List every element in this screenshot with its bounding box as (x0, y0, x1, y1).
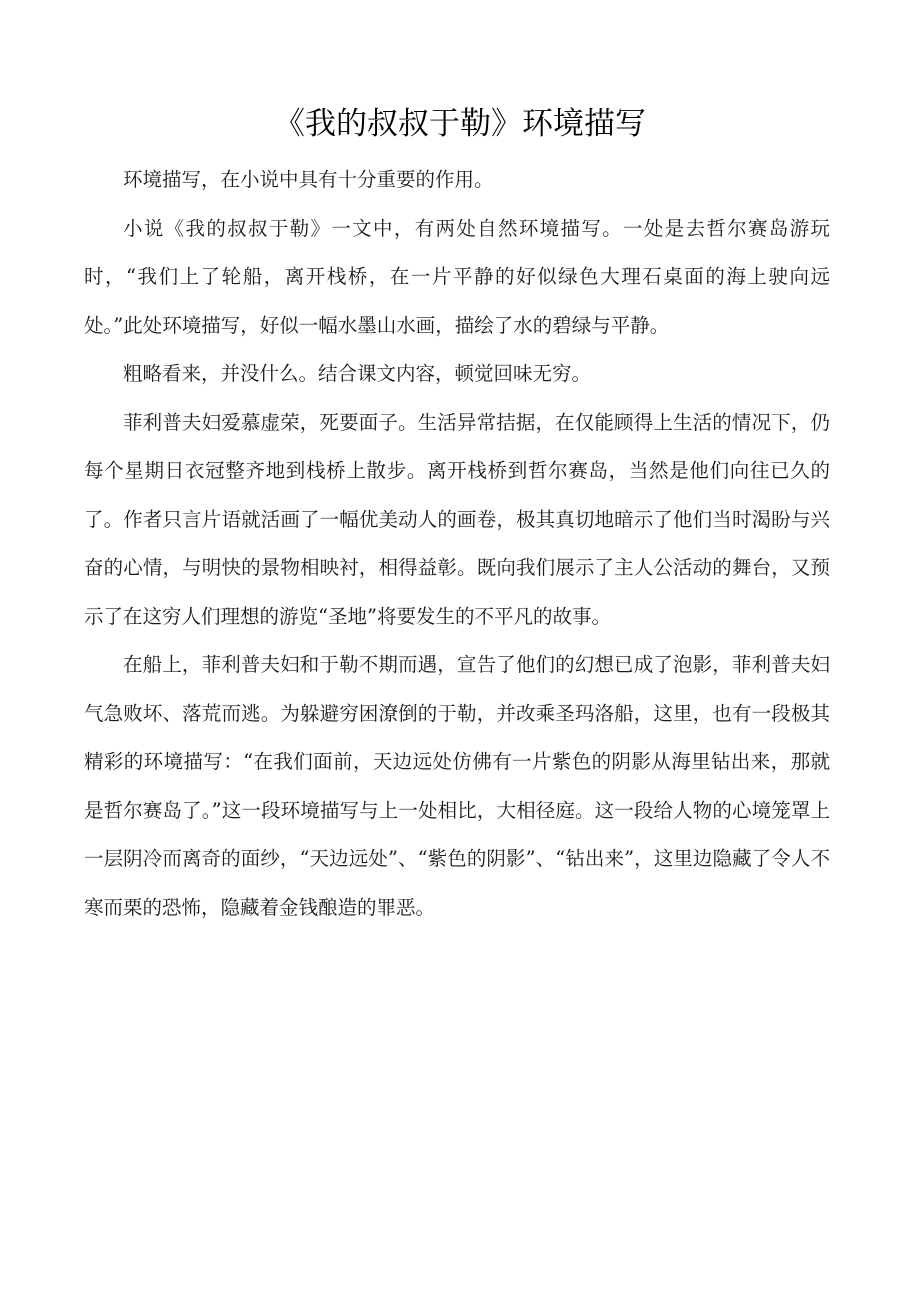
paragraph-5: 在船上，菲利普夫妇和于勒不期而遇，宣告了他们的幻想已成了泡影，菲利普夫妇气急败坏、落荒而逃。为躲避穷困潦倒的于勒，并改乘圣玛洛船，这里，也有一段极其精彩的环境描写：“在我们面前，天边远处仿佛有一片紫色的阴影从海里钻出来，那就是哲尔赛岛了。”这一段环境描写与上一处相比，大相径庭。这一段给人物的心境笼罩上一层阴冷而离奇的面纱，“天边远处”、“紫色的阴影”、“钻出来”，这里边隐藏了令人不寒而栗的恐怖，隐藏着金钱酿造的罪恶。 (84, 653, 830, 919)
document-title: 《我的叔叔于勒》环境描写 (274, 106, 646, 142)
paragraph-3: 粗略看来，并没什么。结合课文内容，顿觉回味无穷。 (123, 362, 592, 385)
paragraph-1: 环境描写，在小说中具有十分重要的作用。 (123, 168, 494, 191)
document-body (84, 156, 830, 932)
paragraph-4: 菲利普夫妇爱慕虚荣，死要面子。生活异常拮据，在仅能顾得上生活的情况下，仍每个星期日衣冠整齐地到栈桥上散步。离开栈桥到哲尔赛岛，当然是他们向往已久的了。作者只言片语就活画了一幅优美动人的画卷，极其真切地暗示了他们当时渴盼与兴奋的心情，与明快的景物相映衬，相得益彰。既向我们展示了主人公活动的舞台，又预示了在这穷人们理想的游览“圣地”将要发生的不平凡的故事。 (84, 410, 830, 628)
paragraph-2: 小说《我的叔叔于勒》一文中，有两处自然环境描写。一处是去哲尔赛岛游玩时，“我们上了轮船，离开栈桥，在一片平静的好似绿色大理石桌面的海上驶向远处。”此处环境描写，好似一幅水墨山水画，描绘了水的碧绿与平静。 (84, 216, 830, 337)
